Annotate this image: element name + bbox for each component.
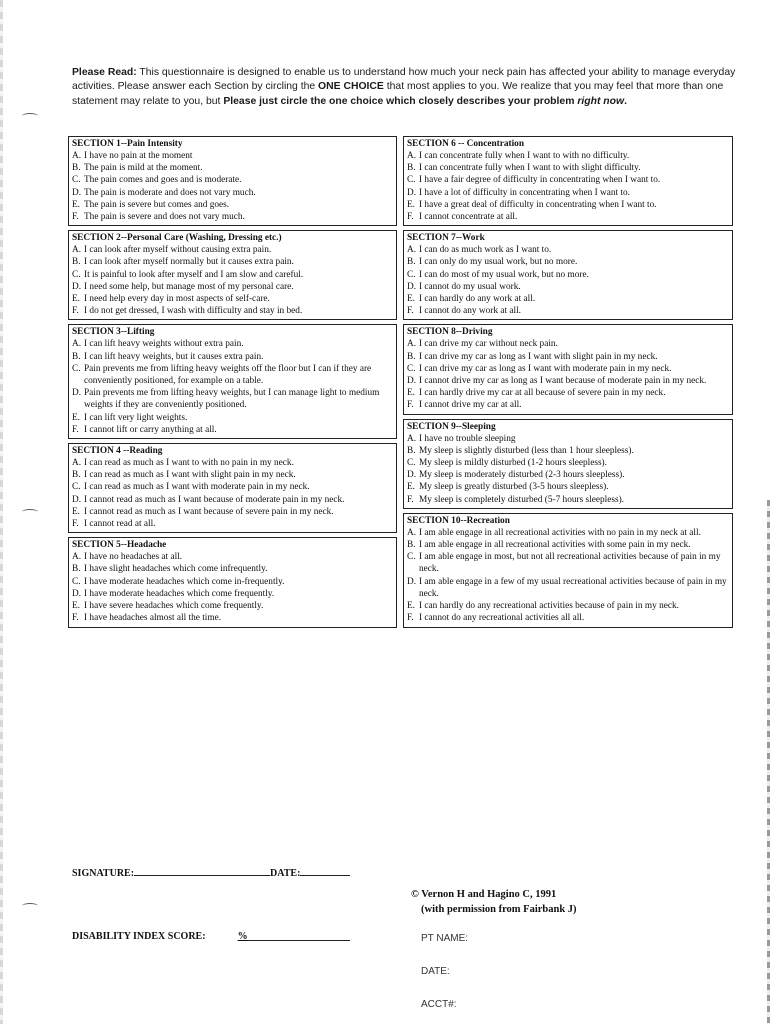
answer-option[interactable]	[72, 174, 393, 186]
acct-label: ACCT#:	[421, 999, 457, 1010]
option-text: I can hardly do any recreational activities because of pain in my neck.	[419, 601, 679, 612]
answer-option[interactable]	[407, 199, 729, 211]
scan-edge-left	[0, 0, 3, 1024]
answer-option[interactable]	[72, 351, 393, 363]
option-text: I can look after myself without causing extra pain.	[84, 245, 272, 256]
answer-option[interactable]	[72, 600, 393, 612]
section-title: SECTION 7--Work	[407, 233, 485, 244]
answer-option[interactable]	[407, 481, 729, 493]
answer-option[interactable]	[72, 338, 393, 350]
option-text: I can concentrate fully when I want to with slight difficulty.	[419, 163, 641, 174]
answer-option[interactable]	[407, 469, 729, 481]
option-letter: F.	[72, 613, 79, 624]
option-letter: F.	[407, 613, 414, 624]
section-title: SECTION 8--Driving	[407, 327, 493, 338]
please-read-label: Please Read:	[72, 67, 137, 78]
option-text: I have severe headaches which come frequently.	[84, 601, 264, 612]
answer-option[interactable]	[72, 211, 393, 223]
option-text: I have a lot of difficulty in concentrating when I want to.	[419, 187, 631, 198]
option-text: The pain is moderate and does not vary much.	[84, 187, 256, 198]
signature-field[interactable]	[134, 866, 270, 876]
option-text: I have a great deal of difficulty in concentrating when I want to.	[419, 199, 657, 210]
option-letter: A.	[407, 245, 417, 256]
option-letter: D.	[407, 376, 417, 387]
answer-option[interactable]	[72, 256, 393, 268]
option-text: I cannot read as much as I want because of moderate pain in my neck.	[84, 494, 345, 505]
answer-option[interactable]	[72, 244, 393, 256]
section-box	[68, 230, 397, 320]
option-letter: A.	[407, 339, 417, 350]
answer-option[interactable]	[407, 445, 729, 457]
option-text: The pain is severe and does not vary much.	[84, 212, 245, 223]
option-text: I can lift very light weights.	[84, 412, 188, 423]
option-letter: C.	[72, 576, 81, 587]
option-text: The pain is severe but comes and goes.	[84, 199, 230, 210]
section-box	[403, 136, 733, 226]
option-letter: D.	[407, 470, 417, 481]
disability-score-row	[72, 931, 350, 942]
answer-option[interactable]	[72, 469, 393, 481]
answer-option[interactable]	[72, 150, 393, 162]
option-letter: D.	[72, 187, 82, 198]
section-box	[68, 443, 397, 533]
answer-option[interactable]	[72, 387, 393, 411]
option-letter: F.	[407, 212, 414, 223]
option-text: I have slight headaches which come infrequently.	[84, 564, 268, 575]
answer-option[interactable]	[407, 399, 729, 411]
option-letter: E.	[407, 388, 416, 399]
option-letter: A.	[407, 151, 417, 161]
section-box	[403, 419, 733, 509]
answer-option[interactable]	[72, 281, 393, 293]
answer-option[interactable]	[407, 600, 729, 612]
answer-option[interactable]	[407, 539, 729, 551]
section-title: SECTION 10--Recreation	[407, 515, 510, 526]
option-letter: C.	[72, 363, 81, 374]
option-letter: C.	[407, 552, 416, 563]
section-box	[403, 513, 733, 628]
answer-option[interactable]	[407, 256, 729, 268]
signature-label: SIGNATURE:	[72, 868, 135, 879]
option-text: I cannot read at all.	[84, 519, 156, 530]
option-text: I can do as much work as I want to.	[419, 245, 552, 256]
option-letter: F.	[407, 494, 414, 505]
answer-option[interactable]	[72, 506, 393, 518]
option-text: I need help every day in most aspects of self-care.	[84, 294, 270, 305]
answer-option[interactable]	[72, 551, 393, 563]
option-text: I can look after myself normally but it causes extra pain.	[84, 257, 294, 268]
option-letter: D.	[407, 576, 417, 587]
answer-option[interactable]	[407, 387, 729, 399]
option-text: I cannot read as much as I want because of severe pain in my neck.	[84, 506, 334, 517]
option-letter: C.	[407, 363, 416, 374]
date-field[interactable]	[300, 866, 350, 876]
answer-option[interactable]	[72, 199, 393, 211]
date-label-2: DATE:	[421, 966, 450, 977]
option-text: My sleep is mildly disturbed (1-2 hours sleepless).	[419, 458, 607, 469]
answer-option[interactable]	[407, 576, 729, 600]
option-letter: E.	[72, 199, 81, 210]
section-box	[68, 324, 397, 439]
section-box	[68, 537, 397, 627]
option-letter: F.	[72, 424, 79, 435]
option-letter: C.	[407, 175, 416, 186]
answer-option[interactable]	[407, 244, 729, 256]
answer-option[interactable]	[407, 162, 729, 174]
option-letter: B.	[72, 564, 81, 575]
option-letter: D.	[72, 281, 82, 292]
option-letter: C.	[72, 269, 81, 280]
right-now-emphasis: right now	[577, 95, 625, 107]
option-text: I can lift heavy weights without extra pain.	[84, 339, 244, 350]
option-text: Pain prevents me from lifting heavy weights off the floor but I can if they are conveniently positioned, for example on a table.	[84, 363, 372, 387]
option-letter: A.	[407, 527, 417, 538]
option-text: I can do most of my usual work, but no more.	[419, 269, 589, 280]
option-text: I cannot do my usual work.	[419, 281, 521, 292]
option-text: I can read as much as I want to with no pain in my neck.	[84, 458, 294, 469]
option-text: I have moderate headaches which come frequently.	[84, 588, 275, 599]
option-letter: C.	[407, 458, 416, 469]
option-letter: D.	[72, 494, 82, 505]
option-letter: E.	[72, 294, 81, 305]
date-label: DATE:	[270, 868, 301, 879]
answer-option[interactable]	[72, 269, 393, 281]
hole-punch-mark	[22, 903, 38, 909]
section-title: SECTION 4 --Reading	[72, 446, 163, 457]
option-text: I can drive my car as long as I want with moderate pain in my neck.	[419, 363, 672, 374]
option-letter: E.	[407, 482, 416, 493]
option-text: I cannot drive my car as long as I want because of moderate pain in my neck.	[419, 376, 707, 387]
option-letter: D.	[407, 281, 417, 292]
option-text: I can lift heavy weights, but it causes extra pain.	[84, 351, 264, 362]
option-text: I can only do my usual work, but no more.	[419, 257, 578, 268]
option-letter: C.	[72, 175, 81, 186]
option-letter: F.	[72, 306, 79, 317]
section-title: SECTION 3--Lifting	[72, 327, 155, 338]
answer-option[interactable]	[72, 494, 393, 506]
instructions-text: This questionnaire is designed to enable us to understand how much your neck pain has affected your ability to manage everyday activities. Please answer each Section by circling the	[72, 67, 736, 93]
option-text: I cannot lift or carry anything at all.	[84, 424, 217, 435]
option-letter: F.	[407, 400, 414, 411]
option-text: I have a fair degree of difficulty in concentrating when I want to.	[419, 175, 661, 186]
answer-option[interactable]	[407, 269, 729, 281]
option-text: I cannot do any work at all.	[419, 306, 521, 317]
option-letter: F.	[407, 306, 414, 317]
option-letter: B.	[407, 540, 416, 551]
option-text: I am able engage in a few of my usual recreational activities because of pain in my neck.	[419, 576, 727, 599]
answer-option[interactable]	[72, 481, 393, 493]
answer-option[interactable]	[72, 563, 393, 575]
circle-instruction: Please just circle the one choice which closely describes your problem	[223, 95, 575, 107]
answer-option[interactable]	[407, 351, 729, 363]
option-text: I do not get dressed, I wash with difficulty and stay in bed.	[84, 306, 303, 317]
option-text: I have headaches almost all the time.	[84, 613, 222, 624]
option-letter: B.	[72, 257, 81, 268]
option-letter: A.	[72, 151, 82, 161]
answer-option[interactable]	[72, 162, 393, 174]
option-letter: C.	[407, 269, 416, 280]
answer-option[interactable]	[407, 305, 729, 317]
instructions-paragraph: Please Read: This questionnaire is designed to enable us to understand how much your neck pain has affected your ability to manage everyday activities. Please answer each Section by circling the ONE CHOICE that most applies to you. We realize that you may feel that more than one statement may relate to you, but Please just circle the one choice which closely describes your problem right now.	[72, 67, 736, 107]
answer-option[interactable]	[407, 187, 729, 199]
option-letter: E.	[72, 506, 81, 517]
option-text: It is painful to look after myself and I am slow and careful.	[84, 269, 304, 280]
answer-option[interactable]	[72, 293, 393, 305]
option-letter: A.	[72, 458, 82, 469]
answer-option[interactable]	[407, 338, 729, 350]
answer-option[interactable]	[407, 457, 729, 469]
right-column	[403, 136, 733, 632]
instructions-text-2: that most applies to you. We realize that you may feel that more than one statement may relate to you, but	[72, 81, 724, 107]
option-letter: E.	[407, 199, 416, 210]
option-letter: E.	[407, 294, 416, 305]
answer-option[interactable]	[407, 150, 729, 162]
copyright-line-2: (with permission from Fairbank J)	[421, 904, 577, 915]
option-text: I have no headaches at all.	[84, 552, 183, 563]
option-text: I need some help, but manage most of my personal care.	[84, 281, 294, 292]
answer-option[interactable]	[407, 363, 729, 375]
option-letter: B.	[72, 470, 81, 481]
answer-option[interactable]	[407, 211, 729, 223]
option-text: I cannot concentrate at all.	[419, 212, 518, 223]
answer-option[interactable]	[72, 424, 393, 436]
section-title: SECTION 1--Pain Intensity	[72, 139, 183, 149]
option-letter: B.	[407, 445, 416, 456]
answer-option[interactable]	[72, 588, 393, 600]
answer-option[interactable]	[407, 174, 729, 186]
answer-option[interactable]	[72, 305, 393, 317]
option-text: I can concentrate fully when I want to with no difficulty.	[419, 151, 630, 161]
answer-option[interactable]	[407, 433, 729, 445]
option-letter: B.	[407, 163, 416, 174]
option-text: I cannot do any recreational activities all all.	[419, 613, 585, 624]
hole-punch-mark	[22, 113, 38, 119]
answer-option[interactable]	[407, 281, 729, 293]
answer-option[interactable]	[72, 187, 393, 199]
option-text: The pain comes and goes and is moderate.	[84, 175, 242, 186]
answer-option[interactable]	[407, 527, 729, 539]
section-box	[68, 136, 397, 226]
option-text: I am able engage in all recreational activities with no pain in my neck at all.	[419, 527, 701, 538]
option-letter: D.	[72, 588, 82, 599]
option-letter: A.	[72, 245, 82, 256]
answer-option[interactable]	[72, 363, 393, 387]
section-title: SECTION 9--Sleeping	[407, 421, 496, 432]
option-letter: F.	[72, 519, 79, 530]
answer-option[interactable]	[72, 518, 393, 530]
section-title: SECTION 5--Headache	[72, 540, 167, 551]
percent-sign: %	[237, 931, 248, 942]
answer-option[interactable]	[72, 612, 393, 624]
copyright-line-1: © Vernon H and Hagino C, 1991	[411, 889, 557, 900]
answer-option[interactable]	[407, 293, 729, 305]
answer-option[interactable]	[72, 576, 393, 588]
option-text: I have no trouble sleeping	[419, 433, 516, 444]
option-letter: E.	[72, 412, 81, 423]
section-box	[403, 324, 733, 414]
signature-row	[72, 866, 350, 879]
option-letter: E.	[407, 601, 416, 612]
option-letter: B.	[407, 351, 416, 362]
option-letter: B.	[72, 163, 81, 174]
answer-option[interactable]	[407, 551, 729, 575]
option-letter: C.	[72, 482, 81, 493]
answer-option[interactable]	[72, 457, 393, 469]
disability-score-field[interactable]	[238, 931, 350, 941]
answer-option[interactable]	[407, 612, 729, 624]
option-text: I have moderate headaches which come in-frequently.	[84, 576, 285, 587]
option-letter: B.	[72, 351, 81, 362]
option-letter: E.	[72, 601, 81, 612]
option-text: My sleep is slightly disturbed (less than 1 hour sleepless).	[419, 445, 634, 456]
pt-name-label: PT NAME:	[421, 933, 469, 944]
option-text: I cannot drive my car at all.	[419, 400, 522, 411]
option-text: I can drive my car as long as I want with slight pain in my neck.	[419, 351, 658, 362]
option-letter: A.	[72, 552, 82, 563]
section-title: SECTION 6 -- Concentration	[407, 139, 524, 149]
option-letter: D.	[407, 187, 417, 198]
one-choice-emphasis: ONE CHOICE	[318, 81, 384, 93]
option-text: I can hardly do any work at all.	[419, 294, 536, 305]
option-text: My sleep is completely disturbed (5-7 hours sleepless).	[419, 494, 625, 505]
section-title: SECTION 2--Personal Care (Washing, Dressing etc.)	[72, 233, 282, 244]
option-letter: B.	[407, 257, 416, 268]
option-text: I can drive my car without neck pain.	[419, 339, 558, 350]
option-letter: F.	[72, 212, 79, 223]
option-letter: A.	[407, 433, 417, 444]
option-text: I have no pain at the moment	[84, 151, 193, 161]
option-text: The pain is mild at the moment.	[84, 163, 203, 174]
option-text: I can read as much as I want with moderate pain in my neck.	[84, 482, 310, 493]
disability-index-label: DISABILITY INDEX SCORE:	[72, 931, 206, 942]
option-text: I can hardly drive my car at all because of severe pain in my neck.	[419, 388, 666, 399]
option-text: I am able engage in all recreational activities with some pain in my neck.	[419, 540, 691, 551]
option-letter: D.	[72, 388, 82, 399]
option-text: Pain prevents me from lifting heavy weights, but I can manage light to medium weights if they are conveniently positioned.	[84, 388, 380, 411]
option-text: My sleep is greatly disturbed (3-5 hours sleepless).	[419, 482, 609, 493]
section-box	[403, 230, 733, 320]
option-letter: A.	[72, 339, 82, 350]
answer-option[interactable]	[72, 412, 393, 424]
hole-punch-mark	[22, 509, 38, 515]
option-text: I can read as much as I want with slight pain in my neck.	[84, 470, 296, 481]
option-text: I am able engage in most, but not all recreational activities because of pain in my neck.	[419, 552, 721, 575]
answer-option[interactable]	[407, 494, 729, 506]
left-column	[68, 136, 397, 632]
option-text: My sleep is moderately disturbed (2-3 hours sleepless).	[419, 470, 625, 481]
answer-option[interactable]	[407, 375, 729, 387]
